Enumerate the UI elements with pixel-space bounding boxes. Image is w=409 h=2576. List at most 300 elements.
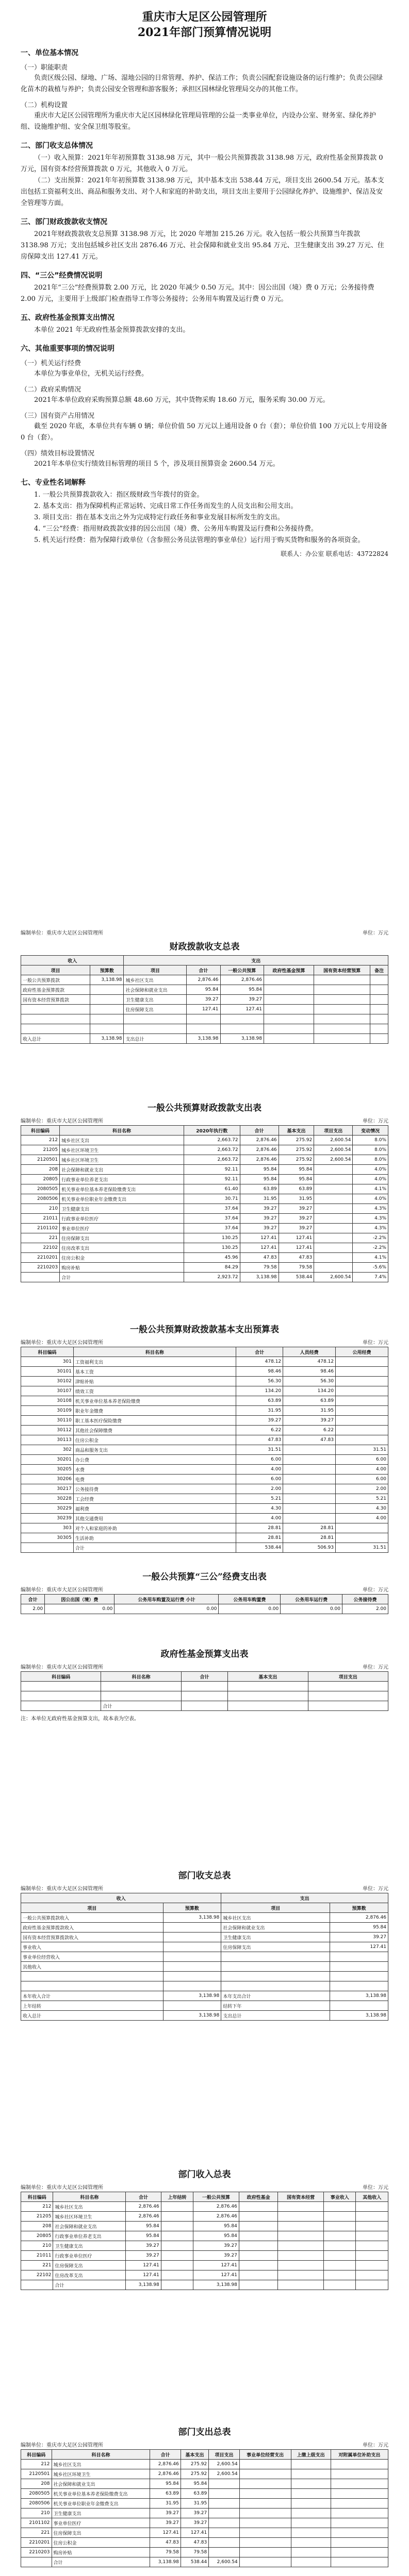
table-cell: 2,876.46: [193, 2202, 239, 2212]
table-header-cell: 科目编码: [21, 1126, 60, 1136]
table-cell: [291, 2499, 331, 2509]
table-cell: 2,600.54: [209, 2469, 240, 2479]
table-cell: 47.83: [181, 2538, 208, 2548]
table-cell: 127.41: [126, 2261, 161, 2270]
table-cell: [291, 2538, 331, 2548]
table-cell: 63.89: [150, 2489, 181, 2499]
table-row: [21, 1243, 388, 1253]
table-cell: 30.71: [184, 1194, 240, 1204]
table-header-row: [21, 2192, 388, 2202]
table-cell: 卫生健康支出: [221, 1933, 330, 1942]
table-cell: [161, 2270, 193, 2280]
table-row: [21, 1523, 388, 1533]
table-cell: 30201: [21, 1455, 74, 1465]
table-cell: [163, 1972, 221, 1981]
table-cell: 56.30: [236, 1377, 283, 1386]
table-cell: [291, 2518, 331, 2528]
table-header-cell: 合计: [21, 1595, 45, 1604]
table-cell: [264, 1034, 314, 1044]
table-cell: [331, 2479, 388, 2489]
table-cell: 电费: [73, 1475, 236, 1484]
table-cell: 30108: [21, 1396, 74, 1406]
table-header-cell: 科目名称: [60, 1126, 184, 1136]
table-row: [21, 1406, 388, 1416]
table-header-cell: 合计: [150, 2450, 181, 2460]
table-row: [21, 2538, 388, 2548]
table-header-cell: 合计: [181, 1672, 227, 1682]
table-cell: [356, 2202, 388, 2212]
table-cell: 3,138.98: [193, 2280, 239, 2290]
table-cell: [314, 1194, 353, 1204]
paragraph: 重庆市大足区公园管理所为重庆市大足区园林绿化管理局管理的公益一类事业单位，内设办公室、财务室、绿化养护组、设施维护组、安全保卫组等股室。: [21, 112, 377, 131]
table-row: [21, 1475, 388, 1484]
table-header-cell: 变动情况: [353, 1126, 388, 1136]
table-cell: 机关事业单位基本养老保险缴费支出: [52, 2489, 150, 2499]
table-cell: 31.95: [150, 2499, 181, 2509]
table-cell: [291, 2469, 331, 2479]
table-cell: 30239: [21, 1514, 74, 1523]
table-cell: 20805: [21, 1175, 60, 1184]
table-header-cell: 项目支出: [209, 2450, 240, 2460]
table-cell: [264, 1014, 314, 1024]
table-cell: [308, 1691, 388, 1701]
table-cell: [331, 2538, 388, 2548]
table-cell: 39.27: [150, 2509, 181, 2518]
paragraph: 4. “三公”经费：指用财政拨款安排的因公出国（境）费、公务用车购置及运行费和公务接待费。: [34, 525, 318, 533]
table-row: [21, 1691, 388, 1701]
table-cell: 30217: [21, 1484, 74, 1494]
table-cell: 127.41: [150, 2528, 181, 2538]
table-cell: 机关事业单位职业年金缴费支出: [52, 2499, 150, 2509]
table-row: [21, 1991, 388, 2001]
table-cell: 79.58: [181, 2548, 208, 2557]
table-row: [21, 2557, 388, 2567]
table-row: [21, 1682, 388, 1691]
table-cell: 3,138.98: [163, 1913, 221, 1923]
table-cell: 127.41: [279, 1233, 314, 1243]
table-cell: [101, 1691, 181, 1701]
table-cell: 住房改革支出: [60, 1243, 184, 1253]
table-cell: [21, 1682, 101, 1691]
table-cell: [278, 2251, 324, 2261]
table-header-cell: 科目编码: [21, 1672, 101, 1682]
paragraph: 截至 2020 年底，本单位共有车辆 0 辆；单位价值 50 万元以上通用设备 0 台（套）；单位价值 100 万元以上专用设备 0 台（套）。: [21, 422, 387, 442]
three-public-table: [21, 1594, 388, 1614]
table-cell: [314, 985, 370, 995]
table-header-cell: 科目名称: [52, 2450, 150, 2460]
table-cell: 2,600.54: [209, 2460, 240, 2469]
table-cell: 478.12: [236, 1357, 283, 1367]
table-cell: 30113: [21, 1435, 74, 1445]
table-cell: 0.00: [219, 1604, 281, 1614]
table-cell: [239, 2499, 291, 2509]
table-header-cell: 其他收入: [356, 2192, 388, 2202]
unit-label: 编制单位：重庆市大足区公园管理所: [21, 1886, 103, 1892]
table-cell: [314, 1253, 353, 1263]
table-cell: [314, 1204, 353, 1214]
table-cell: [331, 2528, 388, 2538]
dept-expenditure-table: [21, 2449, 388, 2567]
table-cell: 2101102: [21, 2518, 52, 2528]
table-cell: [323, 2251, 355, 2261]
table-cell: 绩效工资: [73, 1386, 236, 1396]
table-cell: 社会保障和就业支出: [53, 2222, 126, 2231]
table-cell: 对个人和家庭的补助: [73, 1523, 236, 1533]
table-cell: 4.0%: [353, 1194, 388, 1204]
table-row: [21, 1357, 388, 1367]
table-cell: 95.84: [187, 985, 220, 995]
table-cell: 城乡社区支出: [124, 975, 187, 985]
table-cell: [221, 1981, 330, 1991]
table-header-cell: 合计: [236, 1347, 283, 1357]
table-cell: [228, 1691, 308, 1701]
table-row: [21, 2212, 388, 2222]
table-header-cell: 基本支出: [181, 2450, 208, 2460]
table-cell: 城乡社区支出: [60, 1136, 184, 1145]
table-cell: 2,876.46: [330, 1913, 388, 1923]
table-cell: [90, 1005, 124, 1014]
table-cell: 水费: [73, 1465, 236, 1475]
table-cell: 收入总计: [21, 2011, 163, 2021]
table-body: [21, 2460, 388, 2567]
table-cell: 2120501: [21, 1155, 60, 1165]
table-cell: [239, 2270, 278, 2280]
table-cell: 2,663.72: [184, 1136, 240, 1145]
table-cell: [220, 1014, 264, 1024]
table-cell: [336, 1533, 388, 1543]
table-cell: 538.44: [236, 1543, 283, 1553]
table-cell: 3,138.98: [163, 1991, 221, 2001]
table-cell: 机关事业单位职业年金缴费支出: [60, 1194, 184, 1204]
table-cell: 3,138.98: [187, 1034, 220, 1044]
table-cell: 212: [21, 2460, 52, 2469]
table-row: [21, 1514, 388, 1523]
table-row: [21, 2460, 388, 2469]
table-row: [21, 1396, 388, 1406]
table-row: [21, 1367, 388, 1377]
table-cell: 79.58: [150, 2548, 181, 2557]
table-cell: 本年收入合计: [21, 1991, 163, 2001]
fund-budget-table: [21, 1671, 388, 1711]
table-cell: 39.27: [181, 2518, 208, 2528]
table-header-cell: 合计: [126, 2192, 161, 2202]
table-section-general-expenditure: [21, 1097, 388, 1282]
table-title: 一般公共预算财政拨款基本支出预算表: [130, 1325, 279, 1335]
table-cell: [370, 995, 388, 1005]
dept-income-table: [21, 2192, 388, 2290]
table-cell: 2,663.72: [184, 1145, 240, 1155]
paragraph: 3. 项目支出：指在基本支出之外为完成特定行政任务和事业发展目标所发生的支出。: [34, 514, 284, 521]
table-row: [21, 2469, 388, 2479]
table-cell: [90, 1014, 124, 1024]
table-cell: [21, 1701, 101, 1711]
table-cell: 4.0%: [353, 1165, 388, 1175]
table-row: [21, 2509, 388, 2518]
table-cell: [221, 1962, 330, 1972]
money-unit: 单位：万元: [363, 1118, 388, 1124]
table-cell: 3,138.98: [150, 2557, 181, 2567]
unit-label: 编制单位：重庆市大足区公园管理所: [21, 2443, 103, 2448]
table-cell: [331, 2469, 388, 2479]
table-cell: 支出总计: [124, 1034, 187, 1044]
table-cell: 2,876.46: [193, 2212, 239, 2222]
table-cell: [239, 2538, 291, 2548]
table-row: [21, 1175, 388, 1184]
table-cell: 商品和服务支出: [73, 1445, 236, 1455]
paragraph: 本单位 2021 年无政府性基金预算拨款安排的支出。: [34, 326, 190, 334]
table-header-cell: 预算数: [330, 1903, 388, 1913]
table-cell: [181, 1691, 227, 1701]
table-cell: 127.41: [181, 2528, 208, 2538]
unit-label: 编制单位：重庆市大足区公园管理所: [21, 1665, 103, 1670]
table-header-cell: 公务用车购置费: [219, 1595, 281, 1604]
paragraph: （一）收入预算：2021年年初预算数 3138.98 万元，其中一般公共预算拨款 3138.98 万元，政府性基金预算拨款 0 万元，国有资本经营预算拨款 0 万元，其他收入 0 万元。: [21, 154, 383, 173]
table-row: [21, 1701, 388, 1711]
table-cell: [314, 1214, 353, 1224]
table-row: [21, 1377, 388, 1386]
table-cell: 30112: [21, 1426, 74, 1435]
table-cell: [221, 1972, 330, 1981]
table-header-cell: 项目: [21, 1903, 163, 1913]
table-cell: 47.83: [283, 1435, 336, 1445]
table-cell: 208: [21, 1165, 60, 1175]
table-cell: 行政事业单位养老支出: [60, 1175, 184, 1184]
table-cell: 127.41: [240, 1233, 279, 1243]
table-cell: [283, 1494, 336, 1504]
table-cell: 127.41: [187, 1005, 220, 1014]
table-cell: [314, 1175, 353, 1184]
table-cell: 5.21: [336, 1494, 388, 1504]
table-cell: 6.00: [336, 1455, 388, 1465]
table-cell: [228, 1682, 308, 1691]
table-cell: 福利费: [73, 1504, 236, 1514]
money-unit: 单位：万元: [363, 930, 388, 936]
table-cell: [356, 2261, 388, 2270]
table-cell: [239, 2518, 291, 2528]
table-cell: [161, 2222, 193, 2231]
table-cell: 47.83: [279, 1253, 314, 1263]
table-cell: [314, 1034, 370, 1044]
table-cell: 2210203: [21, 1263, 60, 1273]
table-header-cell: 科目编码: [21, 2450, 52, 2460]
table-header-cell: 2020年执行数: [184, 1126, 240, 1136]
table-header-row: [21, 2450, 388, 2460]
table-row: [21, 1165, 388, 1175]
table-cell: 社会保障和就业支出: [124, 985, 187, 995]
table-row: [21, 1416, 388, 1426]
table-cell: 2,876.46: [240, 1145, 279, 1155]
table-cell: [181, 1701, 227, 1711]
table-row: [21, 1194, 388, 1204]
table-cell: 合计: [73, 1543, 236, 1553]
table-cell: 其他收入: [21, 1962, 163, 1972]
table-row: [21, 1386, 388, 1396]
table-header-cell: 国有资本经营: [278, 2192, 324, 2202]
table-header-cell: 公务接待费: [342, 1595, 388, 1604]
table-cell: 79.58: [240, 1263, 279, 1273]
table-cell: [331, 2518, 388, 2528]
table-row: [21, 1942, 388, 1952]
section-heading: 三、部门财政拨款收支情况: [21, 218, 107, 226]
table-cell: [163, 1942, 221, 1952]
table-cell: [239, 2222, 278, 2231]
table-row: [21, 2261, 388, 2270]
table-cell: 127.41: [330, 1942, 388, 1952]
table-cell: 39.27: [150, 2518, 181, 2528]
table-row: [21, 1184, 388, 1194]
table-cell: 职业年金缴费: [73, 1406, 236, 1416]
table-cell: [239, 2489, 291, 2499]
table-cell: 30107: [21, 1386, 74, 1396]
table-cell: -5.6%: [353, 1263, 388, 1273]
table-cell: 7.4%: [353, 1273, 388, 1282]
table-header-row: [21, 1347, 388, 1357]
table-cell: 538.44: [279, 1273, 314, 1282]
table-row: [21, 1214, 388, 1224]
table-cell: 127.41: [240, 1243, 279, 1253]
table-cell: 210: [21, 1204, 60, 1214]
table-cell: [336, 1406, 388, 1416]
table-cell: 275.92: [279, 1136, 314, 1145]
table-cell: 31.51: [336, 1445, 388, 1455]
table-header-cell: 事业单位经营支出: [239, 2450, 291, 2460]
table-cell: 506.93: [283, 1543, 336, 1553]
table-row: [21, 1024, 388, 1034]
table-cell: 95.84: [279, 1165, 314, 1175]
table-cell: [336, 1426, 388, 1435]
table-section-dept-income: [21, 2164, 388, 2290]
table-cell: 2.00: [336, 1484, 388, 1494]
table-cell: [163, 1981, 221, 1991]
table-header-cell: 事业收入: [323, 2192, 355, 2202]
table-cell: 39.27: [193, 2251, 239, 2261]
table-cell: 39.27: [279, 1214, 314, 1224]
table-cell: 30205: [21, 1465, 74, 1475]
table-row: [21, 1253, 388, 1263]
table-cell: 30110: [21, 1416, 74, 1426]
table-cell: [209, 2538, 240, 2548]
table-cell: [161, 2241, 193, 2251]
paragraph: （二）支出预算：2021年年初预算数 3138.98 万元，其中基本支出 538.44 万元，项目支出 2600.54 万元。基本支出包括工资福利支出、商品和服务支出、对个人和家庭的补助支出，项目支出主要用于公园绿化养护、设施维护、保洁及安全管理等方面。: [21, 177, 384, 207]
table-cell: 2120501: [21, 2469, 52, 2479]
table-cell: 办公费: [73, 1455, 236, 1465]
table-header-cell: 项目支出: [308, 1672, 388, 1682]
table-title: 一般公共预算“三公”经费支出表: [142, 1572, 267, 1582]
table-cell: 275.92: [279, 1145, 314, 1155]
paragraph: 2021年本单位政府采购预算总额 48.60 万元，其中货物采购 18.60 万元，服务采购 30.00 万元。: [34, 396, 330, 404]
table-cell: -2.2%: [353, 1243, 388, 1253]
table-cell: 8.0%: [353, 1155, 388, 1165]
basic-expenditure-table: [21, 1347, 388, 1553]
table-row: [21, 1155, 388, 1165]
table-cell: 6.00: [236, 1455, 283, 1465]
table-cell: [264, 1024, 314, 1034]
table-row: [21, 2280, 388, 2290]
table-row: [21, 2251, 388, 2261]
money-unit: 单位：万元: [363, 1587, 388, 1593]
table-row: [21, 1014, 388, 1024]
table-row: [21, 1494, 388, 1504]
table-cell: 收入总计: [21, 1034, 90, 1044]
table-cell: 39.27: [220, 995, 264, 1005]
table-cell: 2080505: [21, 1184, 60, 1194]
table-cell: 4.30: [336, 1504, 388, 1514]
money-unit: 单位：万元: [363, 2185, 388, 2191]
table-cell: 本年支出合计: [221, 1991, 330, 2001]
table-cell: 2,923.72: [184, 1273, 240, 1282]
table-cell: [239, 2509, 291, 2518]
table-row: [21, 2231, 388, 2241]
table-cell: 2,600.54: [314, 1155, 353, 1165]
table-cell: 39.27: [279, 1224, 314, 1233]
table-cell: [323, 2261, 355, 2270]
section-heading: 五、政府性基金预算支出情况: [21, 314, 114, 322]
table-cell: [239, 2528, 291, 2538]
table-cell: [370, 985, 388, 995]
table-cell: [283, 1514, 336, 1523]
table-header-cell: 项目支出: [314, 1126, 353, 1136]
table-section-three-public: [21, 1566, 388, 1614]
table-cell: [291, 2460, 331, 2469]
table-header-cell: 公用经费: [336, 1347, 388, 1357]
table-cell: [101, 1682, 181, 1691]
table-cell: 208: [21, 2479, 52, 2489]
table-row: [21, 995, 388, 1005]
table-cell: 一般公共预算拨款收入: [21, 1913, 163, 1923]
table-cell: 2080506: [21, 1194, 60, 1204]
table-cell: [161, 2280, 193, 2290]
table-cell: [314, 1005, 370, 1014]
table-cell: 社会保障和就业支出: [221, 1923, 330, 1933]
table-cell: [331, 2499, 388, 2509]
table-cell: 127.41: [193, 2270, 239, 2280]
table-cell: 22102: [21, 2270, 53, 2280]
table-row: [21, 1604, 388, 1614]
table-cell: [221, 1952, 330, 1962]
table-cell: [283, 1475, 336, 1484]
table-cell: 城乡社区支出: [221, 1913, 330, 1923]
table-cell: 基本工资: [73, 1367, 236, 1377]
table-cell: [330, 2001, 388, 2011]
table-cell: 221: [21, 1233, 60, 1243]
dept-summary-table: 收入 支出 项目 预算数 项目 预算数 一般公共预算拨款收入 3,138.98 城乡社区支出 2,876.46 政府性基金预算拨款收入 社会保障和就业支出 95.84 国有资本经营预算拨款收入 卫生健康支出 39.27 事业收入 住房保障支出 127.41 事业单位经营收入 其他收入 本年收入合计 3,138.98 本年支出合计 3,138.98 上年结转 结转下年 收入总计 3,138.98 支出总计 3,138.98: [21, 1893, 388, 2021]
table-cell: 95.84: [181, 2479, 208, 2489]
table-cell: 30229: [21, 1504, 74, 1514]
table-cell: 2,600.54: [314, 1273, 353, 1282]
table-header-cell: 一般公共预算: [193, 2192, 239, 2202]
table-cell: 结转下年: [221, 2001, 330, 2011]
table-cell: 37.64: [184, 1214, 240, 1224]
document-title-line2: 2021年部门预算情况说明: [137, 26, 272, 39]
table-cell: 30102: [21, 1377, 74, 1386]
table-cell: 合计: [52, 2557, 150, 2567]
table-cell: [291, 2489, 331, 2499]
table-cell: [336, 1386, 388, 1396]
table-cell: 4.3%: [353, 1224, 388, 1233]
table-cell: 国有资本经营预算拨款收入: [21, 1933, 163, 1942]
table-header-cell: 基本支出: [279, 1126, 314, 1136]
table-cell: 538.44: [181, 2557, 208, 2567]
table-cell: 3,138.98: [330, 1991, 388, 2001]
table-cell: 2080505: [21, 2489, 52, 2499]
table-cell: 31.95: [283, 1406, 336, 1416]
table-cell: 4.30: [236, 1504, 283, 1514]
table-cell: [21, 2280, 53, 2290]
table-cell: [239, 2212, 278, 2222]
unit-label: 编制单位：重庆市大足区公园管理所: [21, 1118, 103, 1124]
table-cell: 95.84: [150, 2479, 181, 2489]
table-title: 部门收支总表: [178, 1871, 231, 1881]
